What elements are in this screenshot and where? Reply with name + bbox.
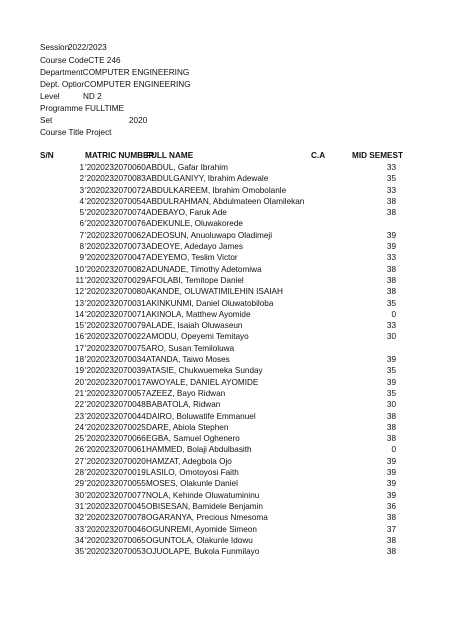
table-row (0, 196, 474, 207)
cell-matric-number: '2020232070044 (85, 411, 146, 421)
header-full-name: FULL NAME (146, 151, 194, 160)
cell-matric-number: '2020232070061 (85, 445, 146, 455)
cell-sn: 6 (79, 219, 84, 229)
cell-sn: 10 (74, 264, 84, 274)
table-row (0, 298, 474, 309)
cell-full-name: ABDUL, Gafar Ibrahim (146, 163, 228, 172)
cell-full-name: MOSES, Olakunle Daniel (146, 479, 238, 489)
table-row (0, 388, 474, 399)
cell-matric-number: '2020232070066 (85, 434, 146, 444)
cell-sn: 16 (74, 332, 84, 342)
header-ca: C.A (311, 151, 326, 160)
cell-mid-semester: 39 (386, 355, 396, 365)
cell-sn: 30 (74, 490, 84, 500)
cell-full-name: EGBA, Samuel Oghenero (146, 434, 240, 444)
session-value: 2022/2023 (68, 43, 107, 52)
cell-full-name: ALADE, Isaiah Oluwaseun (146, 321, 243, 331)
cell-sn: 35 (74, 547, 84, 557)
cell-full-name: ADEYEMO, Teslim Victor (146, 253, 238, 263)
cell-sn: 7 (79, 230, 84, 240)
cell-mid-semester: 35 (386, 366, 396, 376)
cell-mid-semester: 36 (386, 501, 396, 511)
cell-full-name: ABDULRAHMAN, Abdulmateen Olamilekan (146, 196, 305, 206)
cell-full-name: OGUNREMI, Ayomide Simeon (146, 524, 257, 534)
cell-full-name: OBISESAN, Bamidele Benjamin (146, 501, 263, 511)
cell-matric-number: '2020232070022 (85, 332, 146, 342)
cell-matric-number: '2020232070045 (85, 501, 146, 511)
cell-matric-number: '2020232070017 (85, 377, 146, 387)
cell-mid-semester: 33 (386, 321, 396, 331)
cell-mid-semester: 0 (391, 445, 396, 455)
cell-sn: 1 (79, 163, 84, 172)
cell-matric-number: '2020232070057 (85, 388, 146, 398)
cell-full-name: NOLA, Kehinde Oluwatumininu (146, 490, 260, 500)
cell-mid-semester: 33 (386, 163, 396, 172)
cell-sn: 18 (74, 355, 84, 365)
cell-matric-number: '2020232070080 (85, 287, 146, 297)
cell-sn: 19 (74, 366, 84, 376)
table-row (0, 218, 474, 229)
cell-sn: 26 (74, 445, 84, 455)
cell-mid-semester: 0 (391, 309, 396, 319)
cell-matric-number: '2020232070020 (85, 456, 146, 466)
cell-matric-number: '2020232070072 (85, 185, 146, 195)
cell-sn: 12 (74, 287, 84, 297)
cell-sn: 17 (74, 343, 84, 353)
cell-mid-semester: 38 (386, 208, 396, 218)
cell-full-name: AZEEZ, Bayo Ridwan (146, 388, 226, 398)
set-label: Set (40, 116, 53, 125)
cell-full-name: AFOLABI, Temitope Daniel (146, 275, 244, 285)
cell-matric-number: '2020232070075 (85, 343, 146, 353)
cell-matric-number: '2020232070071 (85, 309, 146, 319)
header-sn: S/N (40, 151, 54, 160)
cell-mid-semester: 39 (386, 479, 396, 489)
cell-mid-semester: 30 (386, 400, 396, 410)
table-row (0, 162, 474, 173)
cell-full-name: LASILO, Omotoyosi Faith (146, 468, 239, 478)
cell-full-name: OJUOLAPE, Bukola Funmilayo (146, 547, 260, 557)
cell-sn: 29 (74, 479, 84, 489)
table-row (0, 354, 474, 365)
cell-sn: 23 (74, 411, 84, 421)
cell-sn: 21 (74, 388, 84, 398)
cell-mid-semester: 39 (386, 230, 396, 240)
cell-matric-number: '2020232070060 (85, 163, 146, 172)
table-row (0, 173, 474, 184)
cell-sn: 28 (74, 468, 84, 478)
cell-sn: 5 (79, 208, 84, 218)
table-row (0, 422, 474, 433)
cell-mid-semester: 39 (386, 468, 396, 478)
cell-mid-semester: 38 (386, 196, 396, 206)
cell-mid-semester: 38 (386, 275, 396, 285)
cell-full-name: ADEBAYO, Faruk Ade (146, 208, 227, 218)
table-row (0, 264, 474, 275)
cell-sn: 32 (74, 513, 84, 523)
level-label: Level (40, 92, 60, 101)
table-row (0, 309, 474, 320)
cell-matric-number: '2020232070025 (85, 422, 146, 432)
table-row (0, 331, 474, 342)
cell-full-name: ATASIE, Chukwuemeka Sunday (146, 366, 263, 376)
table-row (0, 411, 474, 422)
cell-sn: 24 (74, 422, 84, 432)
cell-full-name: AWOYALE, DANIEL AYOMIDE (146, 377, 259, 387)
cell-full-name: AKINKUNMI, Daniel Oluwatobiloba (146, 298, 274, 308)
cell-sn: 20 (74, 377, 84, 387)
cell-mid-semester: 39 (386, 377, 396, 387)
table-row (0, 377, 474, 388)
table-header (0, 150, 474, 162)
cell-sn: 13 (74, 298, 84, 308)
cell-matric-number: '2020232070053 (85, 547, 146, 557)
cell-mid-semester: 38 (386, 264, 396, 274)
cell-mid-semester: 38 (386, 287, 396, 297)
cell-full-name: DARE, Abiola Stephen (146, 422, 229, 432)
cell-sn: 2 (79, 174, 84, 184)
cell-mid-semester: 38 (386, 513, 396, 523)
cell-full-name: AKINOLA, Matthew Ayomide (146, 309, 251, 319)
cell-mid-semester: 39 (386, 456, 396, 466)
cell-matric-number: '2020232070055 (85, 479, 146, 489)
cell-full-name: ABDULKAREEM, Ibrahim Omobolanle (146, 185, 287, 195)
cell-full-name: OGARANYA, Precious Nmesoma (146, 513, 268, 523)
table-row (0, 230, 474, 241)
table-row (0, 286, 474, 297)
table-row (0, 399, 474, 410)
table-row (0, 275, 474, 286)
cell-matric-number: '2020232070074 (85, 208, 146, 218)
cell-mid-semester: 38 (386, 434, 396, 444)
cell-mid-semester: 35 (386, 388, 396, 398)
cell-mid-semester: 33 (386, 253, 396, 263)
cell-matric-number: '2020232070029 (85, 275, 146, 285)
cell-full-name: ATANDA, Taiwo Moses (146, 355, 230, 365)
cell-full-name: HAMMED, Bolaji Abdulbasith (146, 445, 252, 455)
cell-matric-number: '2020232070019 (85, 468, 146, 478)
table-row (0, 490, 474, 501)
cell-full-name: ADEOSUN, Anuoluwapo Oladimeji (146, 230, 273, 240)
cell-sn: 25 (74, 434, 84, 444)
set-value: 2020 (129, 116, 148, 125)
cell-matric-number: '2020232070034 (85, 355, 146, 365)
cell-sn: 22 (74, 400, 84, 410)
cell-sn: 14 (74, 309, 84, 319)
cell-matric-number: '2020232070047 (85, 253, 146, 263)
cell-sn: 4 (79, 196, 84, 206)
cell-sn: 15 (74, 321, 84, 331)
cell-matric-number: '2020232070046 (85, 524, 146, 534)
cell-matric-number: '2020232070048 (85, 400, 146, 410)
cell-full-name: OGUNTOLA, Olakunle Idowu (146, 535, 253, 545)
table-row (0, 320, 474, 331)
table-row (0, 252, 474, 263)
cell-mid-semester: 33 (386, 185, 396, 195)
cell-mid-semester: 38 (386, 411, 396, 421)
cell-mid-semester: 38 (386, 422, 396, 432)
level-value: ND 2 (83, 92, 102, 101)
cell-matric-number: '2020232070076 (85, 219, 146, 229)
table-row (0, 185, 474, 196)
student-table (0, 162, 474, 557)
course-title: Course Title Project (40, 128, 112, 137)
cell-mid-semester: 35 (386, 174, 396, 184)
table-row (0, 478, 474, 489)
table-row (0, 433, 474, 444)
header-mid-semester: MID SEMEST (352, 151, 403, 160)
cell-full-name: DAIRO, Boluwatife Emmanuel (146, 411, 256, 421)
table-row (0, 365, 474, 376)
cell-full-name: AMODU, Opeyemi Temitayo (146, 332, 249, 342)
cell-sn: 31 (74, 501, 84, 511)
cell-sn: 11 (75, 275, 84, 285)
cell-full-name: ADEKUNLE, Oluwakorede (146, 219, 243, 229)
table-row (0, 444, 474, 455)
table-row (0, 546, 474, 557)
table-row (0, 207, 474, 218)
header-matric-number: MATRIC NUMBER (85, 151, 155, 160)
cell-sn: 3 (79, 185, 84, 195)
table-row (0, 535, 474, 546)
department: DepartmentCOMPUTER ENGINEERING (40, 68, 190, 77)
cell-matric-number: '2020232070065 (85, 535, 146, 545)
cell-sn: 27 (74, 456, 84, 466)
course-code: Course CodeCTE 246 (40, 56, 121, 65)
programme: Programme FULLTIME (40, 104, 125, 113)
cell-matric-number: '2020232070077 (85, 490, 146, 500)
cell-matric-number: '2020232070082 (85, 264, 146, 274)
cell-mid-semester: 38 (386, 535, 396, 545)
table-row (0, 241, 474, 252)
table-row (0, 343, 474, 354)
cell-full-name: BABATOLA, Ridwan (146, 400, 221, 410)
cell-mid-semester: 37 (386, 524, 396, 534)
cell-mid-semester: 30 (386, 332, 396, 342)
cell-full-name: HAMZAT, Adegbola Ojo (146, 456, 232, 466)
cell-matric-number: '2020232070039 (85, 366, 146, 376)
cell-mid-semester: 35 (386, 298, 396, 308)
table-row (0, 524, 474, 535)
cell-matric-number: '2020232070083 (85, 174, 146, 184)
cell-full-name: ADEOYE, Adedayo James (146, 242, 243, 252)
cell-matric-number: '2020232070054 (85, 196, 146, 206)
cell-mid-semester: 39 (386, 242, 396, 252)
table-row (0, 512, 474, 523)
cell-full-name: AKANDE, OLUWATIMILEHIN ISAIAH (146, 287, 283, 297)
cell-full-name: ARO, Susan Temiloluwa (146, 343, 235, 353)
table-row (0, 456, 474, 467)
cell-sn: 34 (74, 535, 84, 545)
cell-sn: 8 (79, 242, 84, 252)
cell-mid-semester: 38 (386, 547, 396, 557)
cell-matric-number: '2020232070079 (85, 321, 146, 331)
table-row (0, 501, 474, 512)
cell-matric-number: '2020232070062 (85, 230, 146, 240)
cell-mid-semester: 39 (386, 490, 396, 500)
cell-sn: 9 (79, 253, 84, 263)
cell-sn: 33 (74, 524, 84, 534)
cell-matric-number: '2020232070031 (85, 298, 146, 308)
cell-matric-number: '2020232070078 (85, 513, 146, 523)
cell-full-name: ADUNADE, Timothy Adetomiwa (146, 264, 262, 274)
session-label: Session (40, 43, 70, 52)
dept-option: Dept. OptiorCOMPUTER ENGINEERING (40, 80, 191, 89)
table-row (0, 467, 474, 478)
cell-matric-number: '2020232070073 (85, 242, 146, 252)
cell-full-name: ABDULGANIYY, Ibrahim Adewale (146, 174, 269, 184)
